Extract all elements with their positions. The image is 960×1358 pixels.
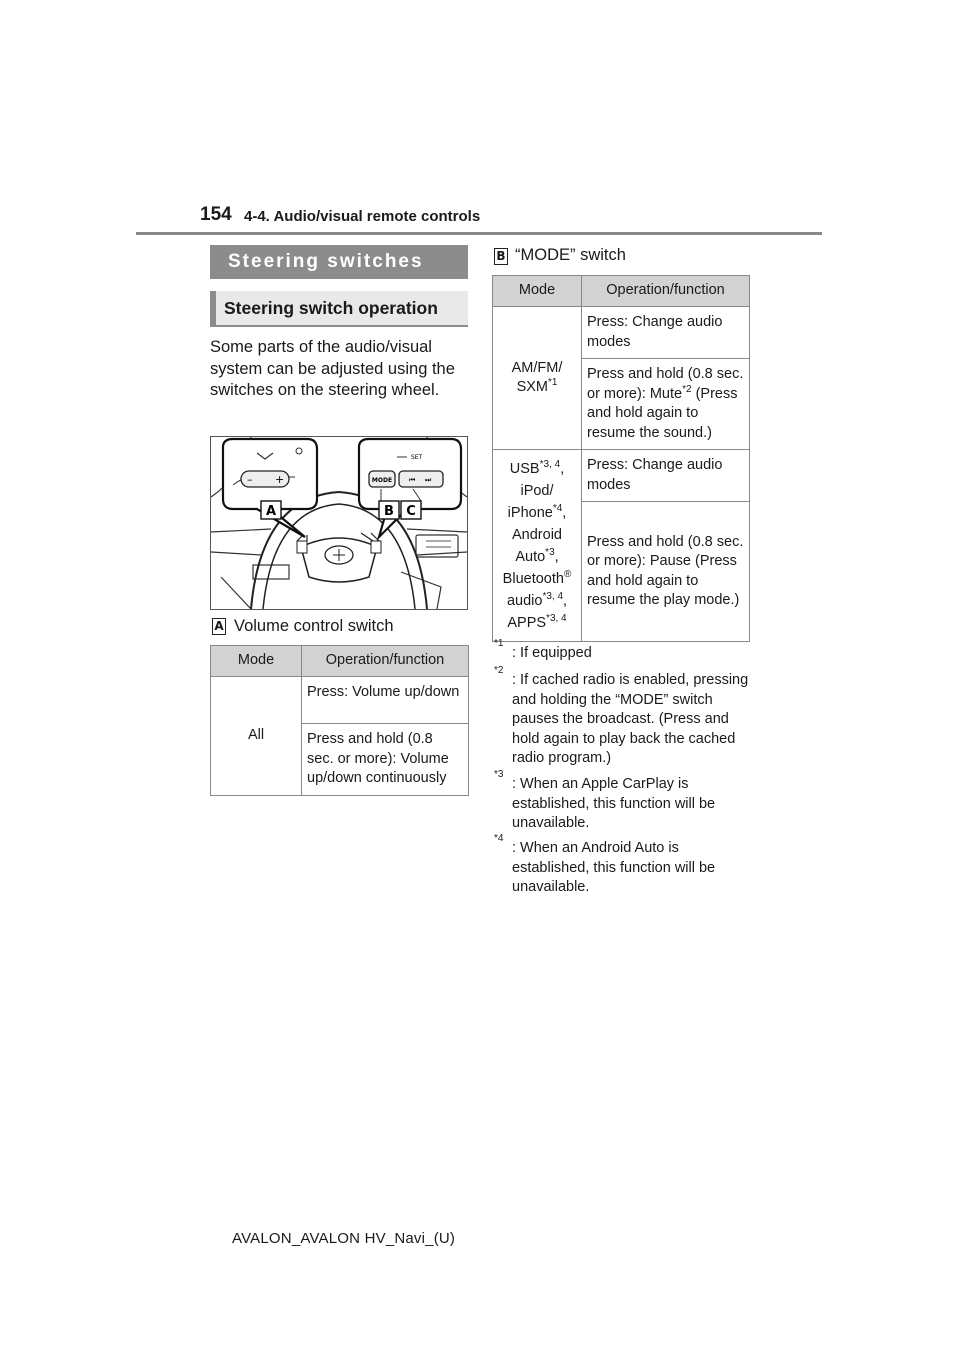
mode-switch-table: [492, 275, 750, 642]
mode-key-text: MODE: [371, 477, 393, 484]
mode-text: audio: [506, 592, 543, 609]
footnote-text: : When an Android Auto is established, this function will be unavailable.: [512, 840, 716, 895]
registered-mark: ®: [563, 568, 572, 580]
mode-text: Auto: [515, 548, 546, 565]
operation-cell: Press and hold (0.8 sec. or more): Pause (Press and hold again to resume the play mode.): [582, 502, 750, 642]
plus-key-text: +: [275, 473, 285, 486]
operation-cell: Press: Volume up/down: [302, 677, 469, 724]
table-header-row: [211, 646, 469, 677]
mode-text: iPod/: [520, 482, 554, 499]
footnote: *4 : When an Android Auto is established, this function will be unavailable.: [494, 839, 750, 898]
steering-wheel-drawing: [211, 437, 467, 609]
operation-cell: Press: Change audio modes: [582, 307, 750, 359]
mode-text: AM/FM/: [511, 359, 563, 376]
column-header: Operation/function: [302, 646, 469, 677]
column-header: Mode: [211, 646, 302, 677]
page-number: 154: [200, 204, 232, 225]
operation-text: Press and hold (0.8 sec. or more): Mute: [587, 366, 744, 402]
footnote-ref: *2: [682, 383, 692, 395]
header-rule: [136, 232, 822, 235]
volume-switch-table: [210, 645, 469, 796]
operation-cell: Press: Change audio modes: [582, 450, 750, 502]
volume-switch-caption: Volume control switch: [234, 617, 394, 635]
callout-label-b: B: [384, 504, 394, 519]
mode-cell-media: [493, 450, 582, 642]
mode-cell-radio: [493, 307, 582, 450]
mode-text: ,: [554, 548, 559, 565]
mode-text: SXM: [516, 379, 548, 395]
next-key-text: ⏭: [425, 476, 432, 484]
mode-text: Android: [512, 526, 562, 543]
callout-label-c: C: [406, 504, 416, 519]
prev-key-text: ⏮: [409, 476, 416, 484]
table-header-row: [493, 276, 750, 307]
footnote-ref: *3: [545, 546, 555, 558]
steering-wheel-illustration: [210, 436, 468, 610]
document-footer: AVALON_AVALON HV_Navi_(U): [232, 1230, 456, 1247]
mode-text: ,: [563, 592, 568, 609]
mode-text: ,: [560, 460, 565, 477]
mode-cell: All: [211, 677, 302, 796]
column-header: Mode: [493, 276, 582, 307]
footnote: *1 : If equipped: [494, 644, 750, 664]
callout-label-a: A: [265, 504, 277, 519]
mode-text: USB: [509, 460, 540, 477]
mode-text: APPS: [507, 614, 547, 631]
caption-marker-b: B: [494, 248, 508, 265]
footnote-ref: *3, 4: [539, 458, 561, 470]
intro-paragraph: Some parts of the audio/visual system can be adjusted using the switches on the steering wheel.: [210, 338, 455, 399]
footnote-text: : When an Apple CarPlay is established, this function will be unavailable.: [512, 776, 716, 831]
mode-text: Bluetooth: [502, 570, 564, 587]
caption-marker-a: A: [212, 618, 226, 635]
table-row: [211, 677, 469, 724]
footnote-ref: *3, 4: [542, 590, 564, 602]
operation-cell: Press and hold (0.8 sec. or more): Volume up/down continuously: [302, 724, 469, 796]
column-header: Operation/function: [582, 276, 750, 307]
footnote: *3 : When an Apple CarPlay is established, this function will be unavailable.: [494, 775, 750, 834]
mode-switch-caption: “MODE” switch: [515, 246, 626, 264]
table-row: [493, 450, 750, 502]
footnote-text: : If equipped: [512, 645, 592, 661]
set-key-text: SET: [411, 454, 423, 461]
section-banner: Steering switches: [210, 245, 468, 279]
mode-text: ,: [562, 504, 567, 521]
table-row: [493, 307, 750, 359]
footnote: *2 : If cached radio is enabled, pressing and holding the “MODE” switch pauses the broadcast. (Press and hold again to play back the cached radio program.): [494, 671, 750, 769]
section-title: 4-4. Audio/visual remote controls: [244, 208, 481, 225]
minus-key-text: –: [247, 473, 253, 486]
footnote-ref: *1: [547, 377, 558, 389]
footnote-ref: *4: [552, 502, 563, 514]
operation-cell: [582, 359, 750, 450]
footnote-text: : If cached radio is enabled, pressing and holding the “MODE” switch pauses the broadcast. (Press and hold again to play back the cached radio program.): [512, 672, 749, 766]
footnote-ref: *3, 4: [546, 612, 567, 624]
operation-text: (Press and hold again to resume the sound.): [587, 385, 738, 441]
mode-text: iPhone: [507, 504, 553, 521]
subheading: Steering switch operation: [210, 291, 468, 327]
